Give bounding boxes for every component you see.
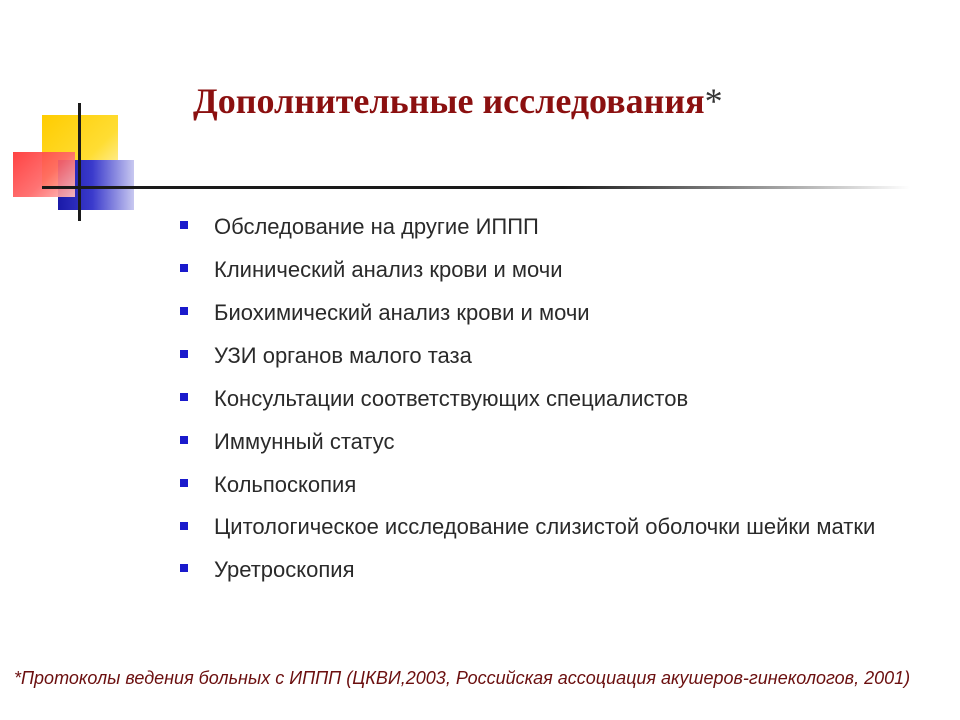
footnote: *Протоколы ведения больных с ИППП (ЦКВИ,2003, Российская ассоциация акушеров-гинекологов, 2001)	[14, 668, 911, 688]
bullet-square-icon	[180, 436, 188, 444]
list-item	[180, 248, 950, 291]
bullet-square-icon	[180, 221, 188, 229]
list-item	[180, 420, 950, 463]
vertical-divider	[78, 103, 81, 221]
bullet-square-icon	[180, 564, 188, 572]
bullet-list	[180, 205, 950, 591]
list-item-text: УЗИ органов малого таза	[214, 343, 472, 368]
list-item-text: Обследование на другие ИППП	[214, 214, 539, 239]
slide-title	[193, 80, 723, 122]
list-item-text: Уретроскопия	[214, 557, 355, 582]
bullet-square-icon	[180, 393, 188, 401]
list-item-text: Кольпоскопия	[214, 472, 357, 497]
list-item-text: Биохимический анализ крови и мочи	[214, 300, 590, 325]
list-item	[180, 291, 950, 334]
list-item	[180, 463, 950, 506]
list-item	[180, 334, 950, 377]
title-asterisk: *	[704, 81, 723, 121]
list-item	[180, 377, 950, 420]
list-item	[180, 548, 950, 591]
bullet-square-icon	[180, 522, 188, 530]
slide-title-text: Дополнительные исследования	[193, 81, 705, 121]
list-item-text: Цитологическое исследование слизистой оболочки шейки матки	[214, 514, 876, 539]
bullet-square-icon	[180, 479, 188, 487]
bullet-square-icon	[180, 307, 188, 315]
list-item	[180, 506, 950, 548]
red-square	[13, 152, 75, 197]
title-underline	[42, 186, 910, 189]
list-item-text: Консультации соответствующих специалистов	[214, 386, 689, 411]
bullet-square-icon	[180, 350, 188, 358]
list-item-text: Иммунный статус	[214, 429, 395, 454]
list-item	[180, 205, 950, 248]
list-item-text: Клинический анализ крови и мочи	[214, 257, 563, 282]
bullet-square-icon	[180, 264, 188, 272]
